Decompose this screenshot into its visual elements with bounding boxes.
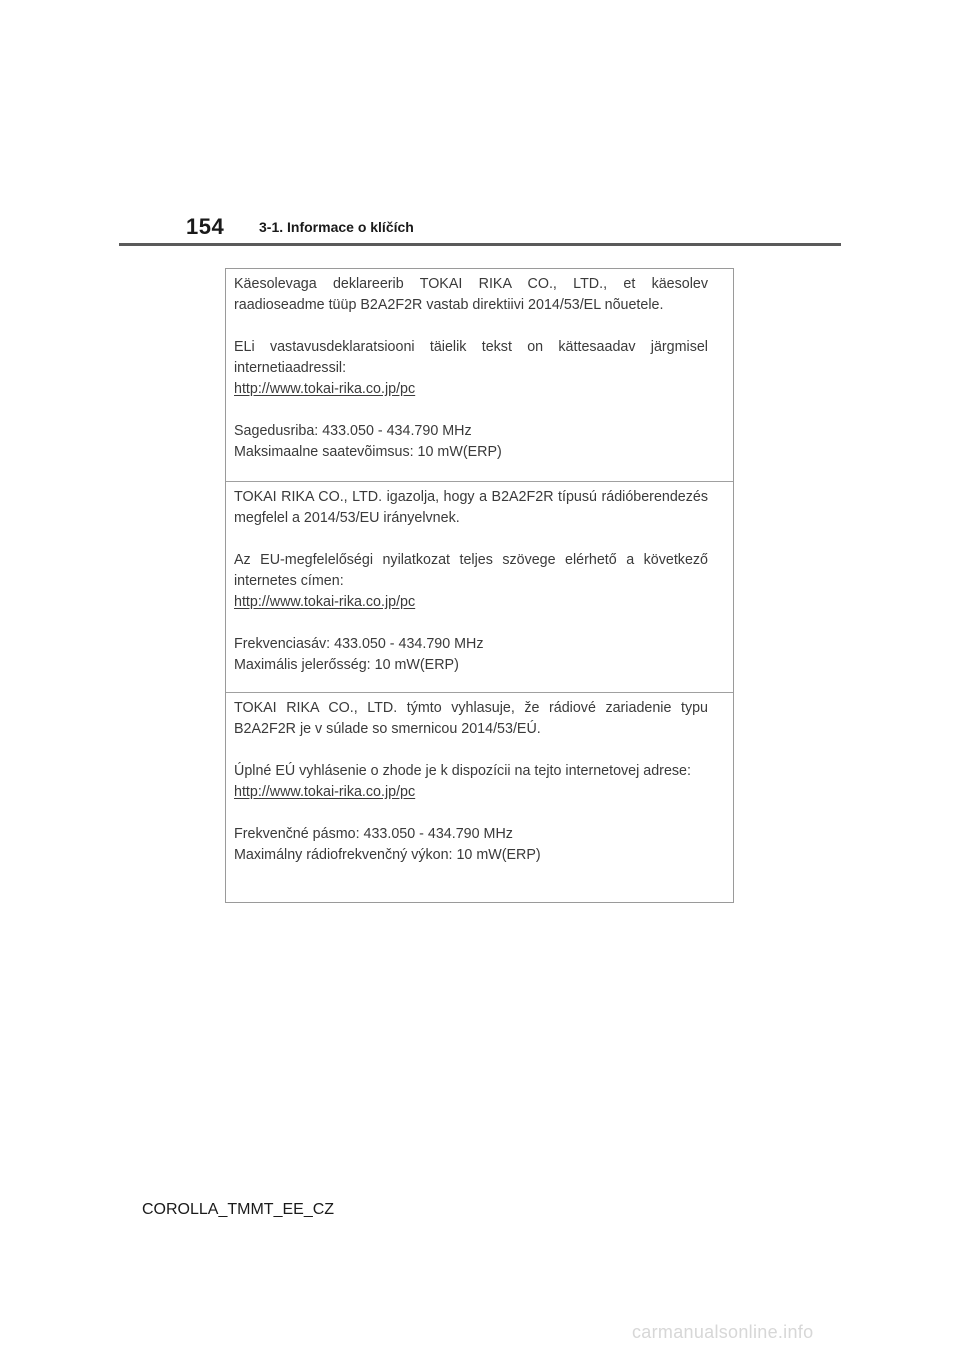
frequency-band-text: Frekvenčné pásmo: 433.050 - 434.790 MHz xyxy=(234,826,513,842)
declaration-text: TOKAI RIKA CO., LTD. igazolja, hogy a B2A2F2R típusú rádióberendezés megfelel a 2014/53/EU irányelvnek. xyxy=(234,489,708,526)
declaration-text: Käesolevaga deklareerib TOKAI RIKA CO., LTD., et käesolev raadioseadme tüüp B2A2F2R vastab direktiivi 2014/53/EL nõuetele. xyxy=(234,276,708,313)
watermark: carmanualsonline.info xyxy=(632,1322,814,1342)
header-rule xyxy=(119,243,841,246)
max-power-text: Maksimaalne saatevõimsus: 10 mW(ERP) xyxy=(234,444,502,460)
notice-section-slovak xyxy=(226,692,733,903)
availability-text: Úplné EÚ vyhlásenie o zhode je k dispozícii na tejto internetovej adrese: xyxy=(234,763,691,779)
max-power-text: Maximális jelerősség: 10 mW(ERP) xyxy=(234,657,459,673)
frequency-band-text: Sagedusriba: 433.050 - 434.790 MHz xyxy=(234,423,472,439)
max-power-text: Maximálny rádiofrekvenčný výkon: 10 mW(ERP) xyxy=(234,847,541,863)
notice-section-estonian xyxy=(226,269,733,481)
declaration-url-link[interactable]: http://www.tokai-rika.co.jp/pc xyxy=(234,594,416,610)
notice-box xyxy=(225,268,734,903)
notice-section-hungarian xyxy=(226,481,733,692)
frequency-band-text: Frekvenciasáv: 433.050 - 434.790 MHz xyxy=(234,636,484,652)
declaration-text: TOKAI RIKA CO., LTD. týmto vyhlasuje, že rádiové zariadenie typu B2A2F2R je v súlade so smernicou 2014/53/EÚ. xyxy=(234,700,708,737)
section-title: 3-1. Informace o klíčích xyxy=(259,219,414,235)
availability-text: Az EU-megfelelőségi nyilatkozat teljes szövege elérhető a következő internetes címen: xyxy=(234,552,708,589)
availability-text: ELi vastavusdeklaratsiooni täielik tekst on kättesaadav järgmisel internetiaadressil: xyxy=(234,339,708,376)
declaration-url-link[interactable]: http://www.tokai-rika.co.jp/pc xyxy=(234,784,416,800)
page-number: 154 xyxy=(186,214,225,239)
footer-doc-code: COROLLA_TMMT_EE_CZ xyxy=(142,1201,335,1218)
declaration-url-link[interactable]: http://www.tokai-rika.co.jp/pc xyxy=(234,381,416,397)
